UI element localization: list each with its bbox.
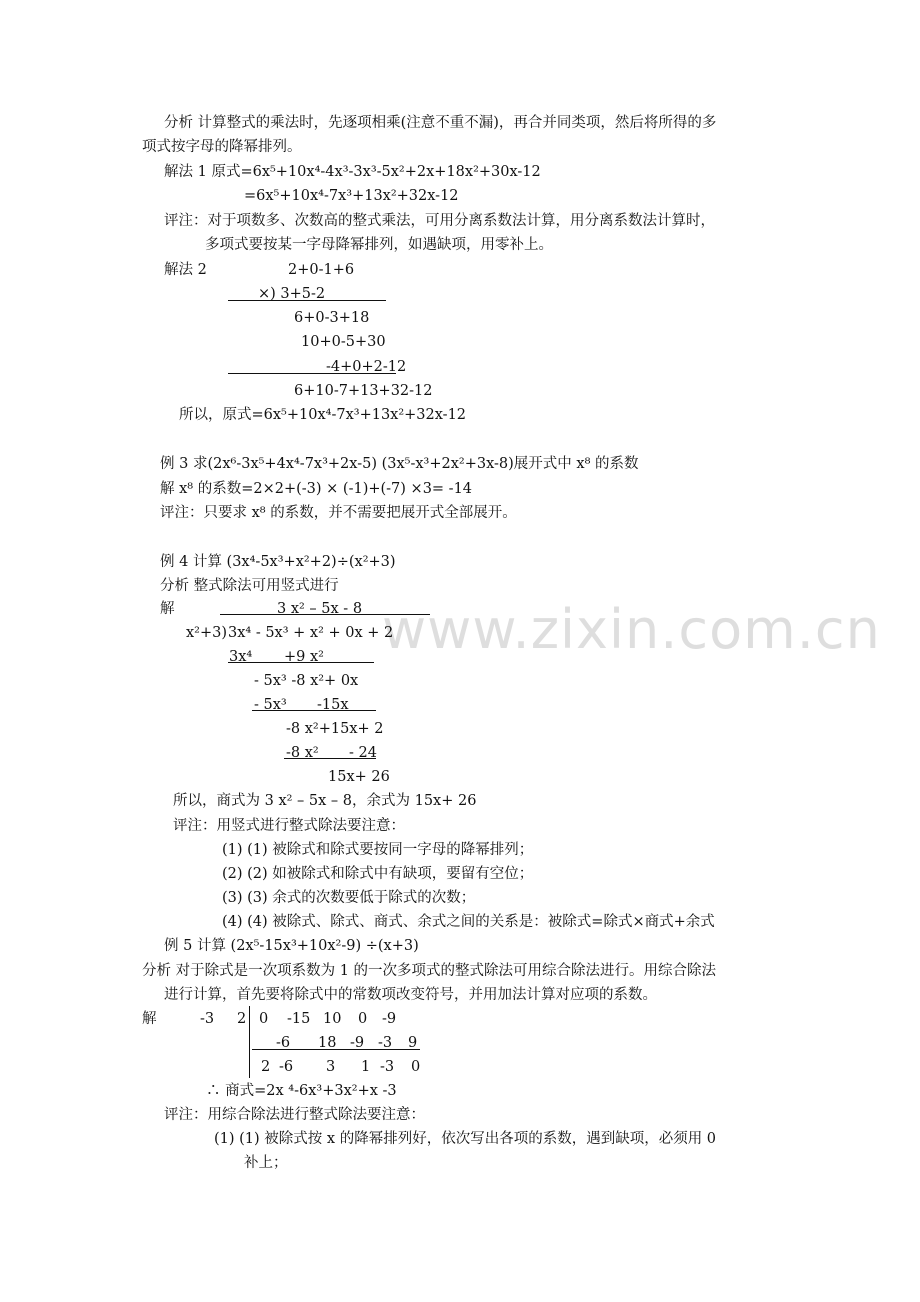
ex3-title: 例 3 求(2x⁶-3x⁵+4x⁴-7x³+2x-5) (3x⁵-x³+2x²+3x-8)展开式中 x⁸ 的系数 [160,456,639,472]
long-div-remainder: 15x+ 26 [328,769,390,785]
mult-row-4: 10+0-5+30 [301,334,386,350]
long-div-quotient-rule [220,614,430,615]
synthetic-r3-c0: 2 [261,1059,271,1075]
ex4-conclusion: 所以，商式为 3 x² – 5x – 8，余式为 15x+ 26 [173,793,477,809]
ex5-note-1a: (1) (1) 被除式按 x 的降幂排列好，依次写出各项的系数，遇到缺项，必须用 0 [214,1131,717,1147]
solution-2-label: 解法 2 [164,262,207,278]
synthetic-r1-c0: 2 [237,1011,247,1027]
long-div-row-4: -8 x²+15x+ 2 [286,721,384,737]
synthetic-r3-c2: 3 [326,1059,336,1075]
mult-rule-2 [228,373,396,374]
mult-row-2: ×) 3+5-2 [258,286,326,302]
synthetic-r2-c2: -9 [350,1035,365,1051]
mult-rule-1 [228,300,386,301]
synthetic-r1-c4: 0 [358,1011,368,1027]
ex5-solution-label: 解 [142,1011,157,1027]
synthetic-r1-c2: -15 [287,1011,311,1027]
ex5-quotient: ∴ 商式=2x ⁴-6x³+3x²+x -3 [206,1083,397,1099]
watermark: www.zixin.com.cn [382,598,881,661]
mult-row-3: 6+0-3+18 [294,310,370,326]
synthetic-vertical-rule [249,1006,250,1078]
synthetic-r3-c3: 1 [361,1059,371,1075]
synthetic-r3-c4: -3 [380,1059,395,1075]
long-div-rule-2 [252,710,376,711]
long-div-divisor: x²+3) [186,625,228,641]
synthetic-r1-c5: -9 [382,1011,397,1027]
ex4-note-2: (2) (2) 如被除式和除式中有缺项，要留有空位； [222,866,534,882]
mult-row-6: 6+10-7+13+32-12 [294,383,433,399]
conclusion-1: 所以，原式=6x⁵+10x⁴-7x³+13x²+32x-12 [179,407,467,423]
ex4-title: 例 4 计算 (3x⁴-5x³+x²+2)÷(x²+3) [160,554,396,570]
long-div-rule-3 [284,758,376,759]
comment-line-1: 评注：对于项数多、次数高的整式乘法，可用分离系数法计算，用分离系数法计算时， [164,213,715,229]
ex5-title: 例 5 计算 (2x⁵-15x³+10x²-9) ÷(x+3) [164,938,419,954]
ex5-note-1b: 补上； [244,1155,288,1171]
long-div-row-3b: -15x [317,697,349,713]
long-div-row-2: - 5x³ -8 x²+ 0x [254,673,359,689]
long-div-row-3a: - 5x³ [254,697,287,713]
synthetic-r3-c1: -6 [279,1059,294,1075]
solution-1-line-2: =6x⁵+10x⁴-7x³+13x²+32x-12 [244,188,459,204]
synthetic-r1-c3: 10 [323,1011,342,1027]
mult-row-5: -4+0+2-12 [326,359,407,375]
synthetic-r2-c0: -6 [276,1035,291,1051]
long-div-dividend: 3x⁴ - 5x³ + x² + 0x + 2 [228,625,394,641]
ex3-solution: 解 x⁸ 的系数=2×2+(-3) × (-1)+(-7) ×3= -14 [160,481,473,497]
comment-line-2: 多项式要按某一字母降幂排列，如遇缺项，用零补上。 [205,237,553,253]
long-div-row-1a: 3x⁴ [229,649,253,665]
ex4-note-1: (1) (1) 被除式和除式要按同一字母的降幂排列； [222,842,534,858]
synthetic-r2-c4: 9 [408,1035,418,1051]
synthetic-r2-c3: -3 [378,1035,393,1051]
long-div-row-1b: +9 x² [284,649,324,665]
synthetic-rule [252,1049,420,1050]
synthetic-r3-c5: 0 [411,1059,421,1075]
ex5-analysis-2: 进行计算，首先要将除式中的常数项改变符号，并用加法计算对应项的系数。 [164,987,657,1003]
long-div-row-5a: -8 x² [286,745,319,761]
ex5-note: 评注：用综合除法进行整式除法要注意： [164,1107,425,1123]
ex4-analysis: 分析 整式除法可用竖式进行 [160,578,339,594]
ex5-analysis-1: 分析 对于除式是一次项系数为 1 的一次多项式的整式除法可用综合除法进行。用综合除法 [142,963,717,979]
solution-1-line-1: 解法 1 原式=6x⁵+10x⁴-4x³-3x³-5x²+2x+18x²+30x-12 [164,164,541,180]
long-div-row-5b: - 24 [349,745,377,761]
long-div-rule-1 [228,662,374,663]
synthetic-r2-c1: 18 [318,1035,337,1051]
ex4-note-3: (3) (3) 余式的次数要低于除式的次数； [222,890,476,906]
synthetic-r1-c1: 0 [259,1011,269,1027]
long-div-quotient: 3 x² – 5x - 8 [277,601,363,617]
mult-row-1: 2+0-1+6 [288,262,355,278]
ex3-comment: 评注：只要求 x⁸ 的系数，并不需要把展开式全部展开。 [160,505,517,521]
ex4-note: 评注：用竖式进行整式除法要注意： [173,818,405,834]
analysis-line-1: 分析 计算整式的乘法时，先逐项相乘(注意不重不漏)，再合并同类项，然后将所得的多 [164,115,717,131]
ex4-solution-label: 解 [160,601,175,617]
ex4-note-4: (4) (4) 被除式、除式、商式、余式之间的关系是：被除式=除式×商式+余式 [222,914,715,930]
analysis-line-2: 项式按字母的降幂排列。 [142,139,302,155]
synthetic-k: -3 [200,1011,215,1027]
